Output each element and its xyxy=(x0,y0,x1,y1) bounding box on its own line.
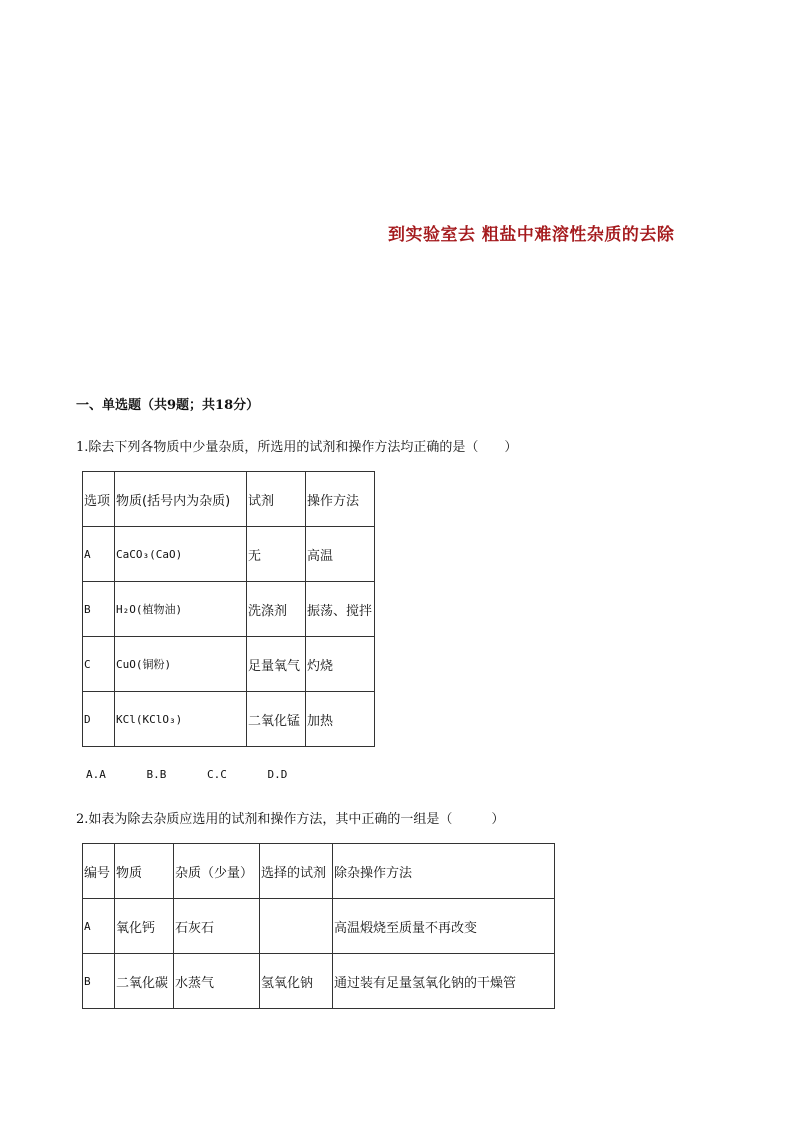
table-row xyxy=(83,692,375,747)
option-a[interactable]: A.A xyxy=(86,768,106,781)
table-cell: 通过装有足量氢氧化钠的干燥管 xyxy=(333,954,555,1009)
question-1-table xyxy=(82,471,375,747)
table-row xyxy=(83,527,375,582)
table-cell: B xyxy=(83,954,115,1009)
table-cell: H₂O(植物油) xyxy=(115,582,247,637)
table-cell: 加热 xyxy=(306,692,375,747)
table-header-row xyxy=(83,844,555,899)
header-cell: 操作方法 xyxy=(306,472,375,527)
question-1-options xyxy=(86,768,321,781)
table-row xyxy=(83,582,375,637)
table-cell: CuO(铜粉) xyxy=(115,637,247,692)
header-cell: 编号 xyxy=(83,844,115,899)
table-cell: KCl(KClO₃) xyxy=(115,692,247,747)
option-b[interactable]: B.B xyxy=(146,768,167,781)
header-cell: 选择的试剂 xyxy=(260,844,333,899)
table-row xyxy=(83,637,375,692)
header-cell: 物质(括号内为杂质) xyxy=(115,472,247,527)
table-header-row xyxy=(83,472,375,527)
header-cell: 除杂操作方法 xyxy=(333,844,555,899)
table-cell: B xyxy=(83,582,115,637)
table-cell: 氧化钙 xyxy=(115,899,174,954)
question-2-stem: 2.如表为除去杂质应选用的试剂和操作方法，其中正确的一组是（ ） xyxy=(76,812,505,827)
table-cell: 二氧化锰 xyxy=(247,692,306,747)
table-cell xyxy=(260,899,333,954)
option-c[interactable]: C.C xyxy=(207,768,227,781)
question-1-stem: 1.除去下列各物质中少量杂质，所选用的试剂和操作方法均正确的是（ ） xyxy=(76,440,518,455)
option-d[interactable]: D.D xyxy=(267,768,288,781)
table-cell: 水蒸气 xyxy=(174,954,260,1009)
table-cell: 二氧化碳 xyxy=(115,954,174,1009)
header-cell: 物质 xyxy=(115,844,174,899)
header-cell: 选项 xyxy=(83,472,115,527)
table-cell: D xyxy=(83,692,115,747)
table-cell: C xyxy=(83,637,115,692)
table-cell: 氢氧化钠 xyxy=(260,954,333,1009)
table-cell: 足量氧气 xyxy=(247,637,306,692)
header-cell: 试剂 xyxy=(247,472,306,527)
table-cell: 高温 xyxy=(306,527,375,582)
table-cell: A xyxy=(83,527,115,582)
table-row xyxy=(83,954,555,1009)
section-heading: 一、单选题（共9题；共18分） xyxy=(76,398,260,413)
question-2-table xyxy=(82,843,555,1009)
table-cell: A xyxy=(83,899,115,954)
table-cell: 灼烧 xyxy=(306,637,375,692)
table-cell: 石灰石 xyxy=(174,899,260,954)
table-cell: 振荡、搅拌 xyxy=(306,582,375,637)
document-title: 到实验室去 粗盐中难溶性杂质的去除 xyxy=(388,225,675,245)
table-cell: 洗涤剂 xyxy=(247,582,306,637)
header-cell: 杂质（少量） xyxy=(174,844,260,899)
table-row xyxy=(83,899,555,954)
table-cell: 高温煅烧至质量不再改变 xyxy=(333,899,555,954)
table-cell: CaCO₃(CaO) xyxy=(115,527,247,582)
table-cell: 无 xyxy=(247,527,306,582)
